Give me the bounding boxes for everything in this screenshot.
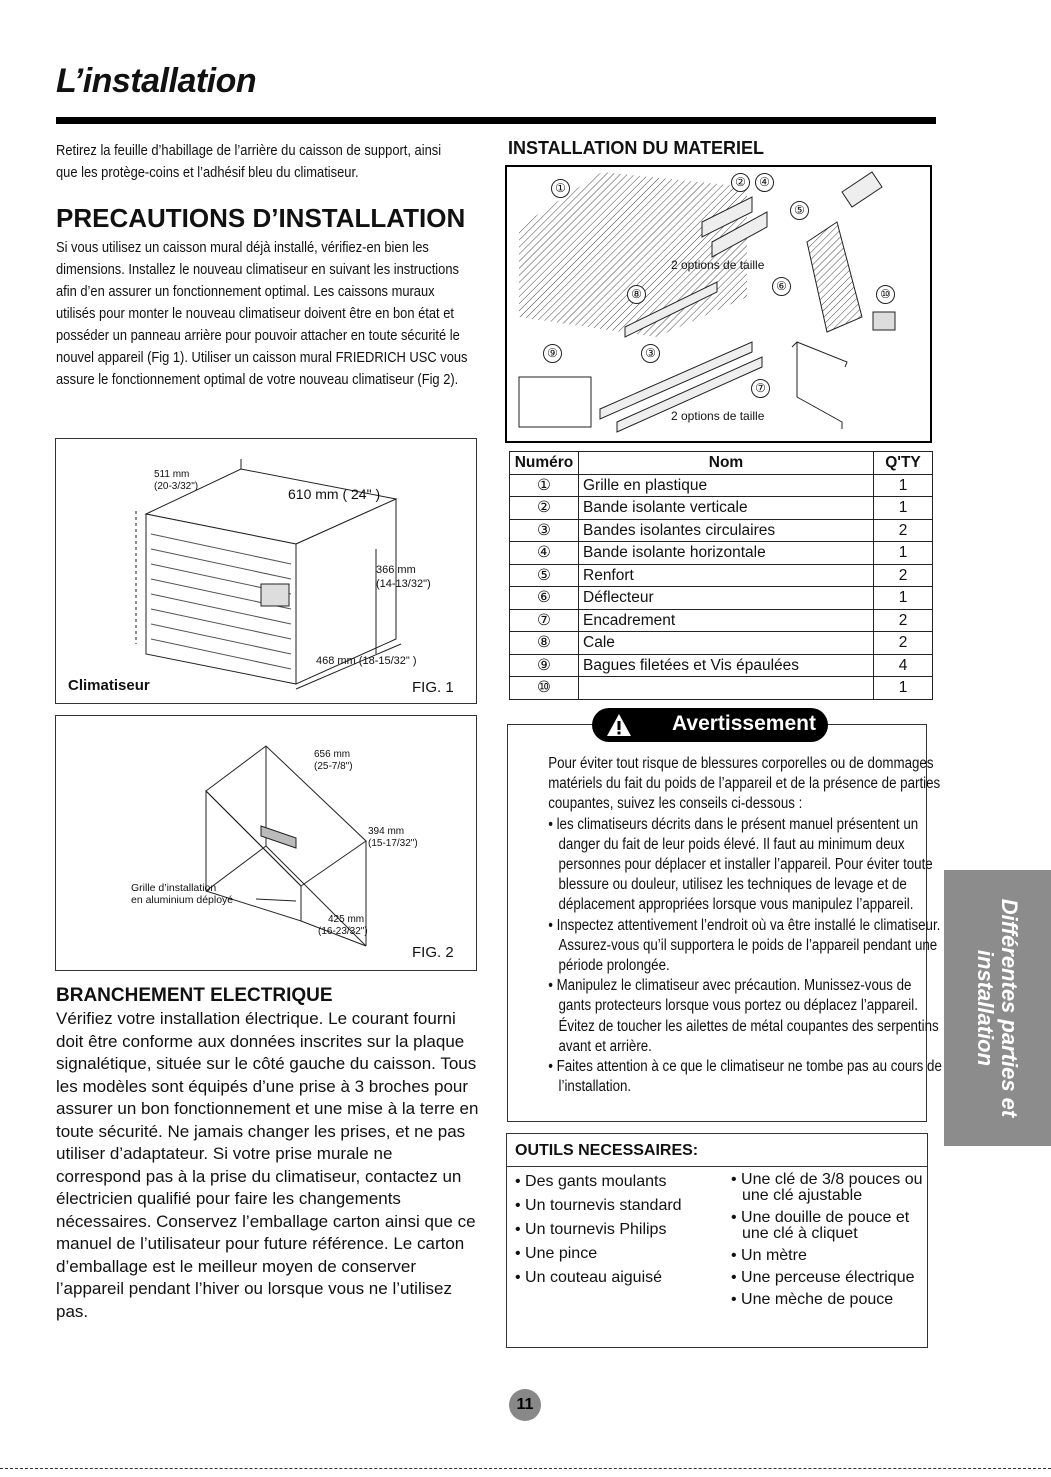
- col-number: Numéro: [510, 452, 579, 475]
- page-number: 11: [509, 1389, 541, 1421]
- parts-drawing: [507, 167, 930, 441]
- fig2-dim-height: 394 mm: [368, 826, 405, 837]
- precautions-body: Si vous utilisez un caisson mural déjà installé, vérifiez-en bien les dimensions. Installez le nouveau climatiseur en suivant les instructions afin d’en assurer un fonctionnement optimal. Les caissons muraux utilisés pour monter le nouveau climatiseur doivent être en bon état et posséder un panneau arrière pour pouvoir attacher en toute sécurité le nouvel appareil (Fig 1). Utiliser un caisson mural FRIEDRICH USC vous assure le fonctionnement optimal de votre nouveau climatiseur (Fig 2).: [56, 239, 468, 388]
- side-tab-text: [973, 899, 1021, 1117]
- fig1-dim-depth: 511 mm: [154, 469, 190, 480]
- part-label-10: ⑩: [876, 285, 895, 304]
- table-row: [510, 609, 933, 632]
- list-item: • Manipulez le climatiseur avec précaution. Munissez-vous de gants protecteurs lorsque vous portez ou déplacez l’appareil. Évitez de toucher les ailettes de métal coupantes des serpentins avant et arrière.: [548, 977, 939, 1055]
- row-name: Bande isolante verticale: [579, 497, 874, 520]
- fig1-dim-height: 366 mm: [376, 564, 416, 576]
- precautions-heading: PRECAUTIONS D’INSTALLATION: [56, 203, 466, 233]
- list-item: • Une mèche de pouce: [731, 1291, 894, 1308]
- tools-left-list: [515, 1170, 725, 1290]
- row-qty: 1: [874, 677, 933, 700]
- figure-1-air-conditioner: [55, 438, 477, 704]
- warning-text: [548, 754, 944, 1097]
- fig2-caption: FIG. 2: [412, 944, 454, 961]
- fig1-caption: FIG. 1: [412, 679, 454, 696]
- row-name: Grille en plastique: [579, 474, 874, 497]
- row-qty: 2: [874, 519, 933, 542]
- side-tab-line-1: Différentes parties et: [997, 898, 1022, 1118]
- tools-box: [506, 1133, 928, 1348]
- row-name: Bandes isolantes circulaires: [579, 519, 874, 542]
- fig2-dim-width: 425 mm: [328, 914, 365, 925]
- row-qty: 4: [874, 654, 933, 677]
- table-row: [510, 677, 933, 700]
- warning-intro: Pour éviter tout risque de blessures corporelles ou de dommages matériels du fait du poids de l’appareil et de la présence de parties coupantes, suivez les conseils ci-dessous :: [548, 755, 941, 813]
- row-number: ①: [510, 474, 579, 497]
- col-name: Nom: [579, 452, 874, 475]
- warning-badge: [592, 708, 828, 742]
- table-row: [510, 564, 933, 587]
- row-qty: 1: [874, 542, 933, 565]
- part-label-9: ⑨: [543, 344, 562, 363]
- list-item: • Une pince: [515, 1245, 598, 1262]
- warning-triangle-icon: [606, 713, 632, 737]
- fig1-dim-bottom: 468 mm (18-15/32" ): [316, 655, 417, 667]
- table-row: [510, 474, 933, 497]
- row-qty: 1: [874, 587, 933, 610]
- intro-text: Retirez la feuille d’habillage de l’arrière du caisson de support, ainsi que les protège-coins et l’adhésif bleu du climatiseur.: [56, 142, 442, 181]
- list-item: • les climatiseurs décrits dans le présent manuel présentent un danger du fait de leur poids élevé. Il faut au minimum deux personnes pour déplacer et installer l’appareil. Pour éviter toute blessure ou douleur, utilisez les techniques de levage et de déplacement appropriées lorsque vous manipulez l’appareil.: [548, 815, 933, 914]
- row-number: ③: [510, 519, 579, 542]
- list-item: • Un tournevis Philips: [515, 1221, 667, 1238]
- warning-title: Avertissement: [672, 712, 816, 735]
- row-qty: 2: [874, 609, 933, 632]
- list-item: • Une clé de 3/8 pouces ou une clé ajustable: [731, 1171, 923, 1204]
- size-options-note-1: 2 options de taille: [671, 258, 765, 272]
- list-item: • Des gants moulants: [515, 1173, 667, 1190]
- col-qty: Q'TY: [874, 452, 933, 475]
- tools-heading: OUTILS NECESSAIRES:: [515, 1142, 699, 1159]
- fig2-dim-width-in: (16-23/32"): [318, 926, 368, 937]
- row-number: ⑦: [510, 609, 579, 632]
- row-qty: 1: [874, 497, 933, 520]
- row-number: ⑩: [510, 677, 579, 700]
- part-label-1: ①: [551, 179, 570, 198]
- row-qty: 2: [874, 632, 933, 655]
- row-number: ④: [510, 542, 579, 565]
- size-options-note-2: 2 options de taille: [671, 409, 765, 423]
- parts-table: [509, 451, 933, 700]
- electrical-body: Vérifiez votre installation électrique. Le courant fourni doit être conforme aux données inscrites sur la plaque signalétique, située sur le côté gauche du caisson. Tous les modèles sont équipés d’une prise à 3 broches pour assurer un bon fonctionnement et une mise à la terre en toute sécurité. Ne jamais changer les prises, et ne pas utiliser d’adaptateur. Si votre prise murale ne correspond pas à la prise du climatiseur, contactez un électricien qualifié pour faire les changements nécessaires. Conservez l’emballage carton ainsi que ce manuel de l’utilisateur pour future référence. Le carton d’emballage est le meilleur moyen de conserver l’appareil pendant l’hiver ou lorsque vous ne l’utilisez pas.: [56, 1009, 479, 1321]
- fig2-dim-depth-in: (25-7/8"): [314, 761, 353, 772]
- table-row: [510, 632, 933, 655]
- part-label-2: ②: [731, 173, 750, 192]
- title-rule: [56, 117, 936, 124]
- part-label-3: ③: [641, 344, 660, 363]
- list-item: • Inspectez attentivement l’endroit où va être installé le climatiseur. Assurez-vous qu’il supportera le poids de l’appareil pendant une période prolongée.: [548, 916, 941, 975]
- row-name: [579, 677, 874, 700]
- fig2-callout-line2: en aluminium déployé: [131, 894, 234, 906]
- row-name: Renfort: [579, 564, 874, 587]
- part-label-6: ⑥: [772, 277, 791, 296]
- row-number: ⑧: [510, 632, 579, 655]
- material-heading: INSTALLATION DU MATERIEL: [508, 138, 764, 158]
- warning-list: [548, 815, 944, 1098]
- list-item: • Un mètre: [731, 1247, 807, 1264]
- page-title: L’installation: [56, 62, 257, 100]
- part-label-8: ⑧: [627, 285, 646, 304]
- table-row: [510, 542, 933, 565]
- parts-table-header: [510, 452, 933, 475]
- row-qty: 1: [874, 474, 933, 497]
- row-name: Bagues filetées et Vis épaulées: [579, 654, 874, 677]
- list-item: • Un couteau aiguisé: [515, 1269, 663, 1286]
- fig2-dim-height-in: (15-17/32"): [368, 838, 418, 849]
- figure-2-wall-sleeve: [55, 715, 477, 971]
- tools-right-list: [731, 1172, 923, 1308]
- table-row: [510, 587, 933, 610]
- fig1-label: Climatiseur: [68, 677, 150, 694]
- row-number: ⑥: [510, 587, 579, 610]
- fig2-dim-depth: 656 mm: [314, 749, 351, 760]
- row-number: ⑨: [510, 654, 579, 677]
- section-side-tab: [944, 870, 1051, 1146]
- electrical-heading: BRANCHEMENT ELECTRIQUE: [56, 985, 333, 1006]
- row-name: Déflecteur: [579, 587, 874, 610]
- fig1-dim-width: 610 mm ( 24" ): [288, 486, 381, 502]
- row-qty: 2: [874, 564, 933, 587]
- parts-illustration: [505, 165, 932, 443]
- row-name: Cale: [579, 632, 874, 655]
- bottom-rule: [0, 1468, 1051, 1470]
- table-row: [510, 654, 933, 677]
- part-label-7: ⑦: [751, 379, 770, 398]
- row-number: ②: [510, 497, 579, 520]
- fig1-dim-depth-in: (20-3/32"): [154, 481, 199, 492]
- fig1-dim-height-in: (14-13/32"): [376, 578, 431, 590]
- fig2-callout-line1: Grille d’installation: [131, 882, 217, 894]
- part-label-5: ⑤: [790, 201, 809, 220]
- tools-divider: [507, 1166, 927, 1167]
- part-label-4: ④: [755, 173, 774, 192]
- list-item: • Une perceuse électrique: [731, 1269, 915, 1286]
- list-item: • Une douille de pouce et une clé à cliquet: [731, 1209, 910, 1242]
- table-row: [510, 519, 933, 542]
- list-item: • Un tournevis standard: [515, 1197, 682, 1214]
- row-name: Bande isolante horizontale: [579, 542, 874, 565]
- row-name: Encadrement: [579, 609, 874, 632]
- list-item: • Faites attention à ce que le climatiseur ne tombe pas au cours de l’installation.: [548, 1058, 942, 1096]
- side-tab-line-2: installation: [973, 949, 998, 1067]
- table-row: [510, 497, 933, 520]
- row-number: ⑤: [510, 564, 579, 587]
